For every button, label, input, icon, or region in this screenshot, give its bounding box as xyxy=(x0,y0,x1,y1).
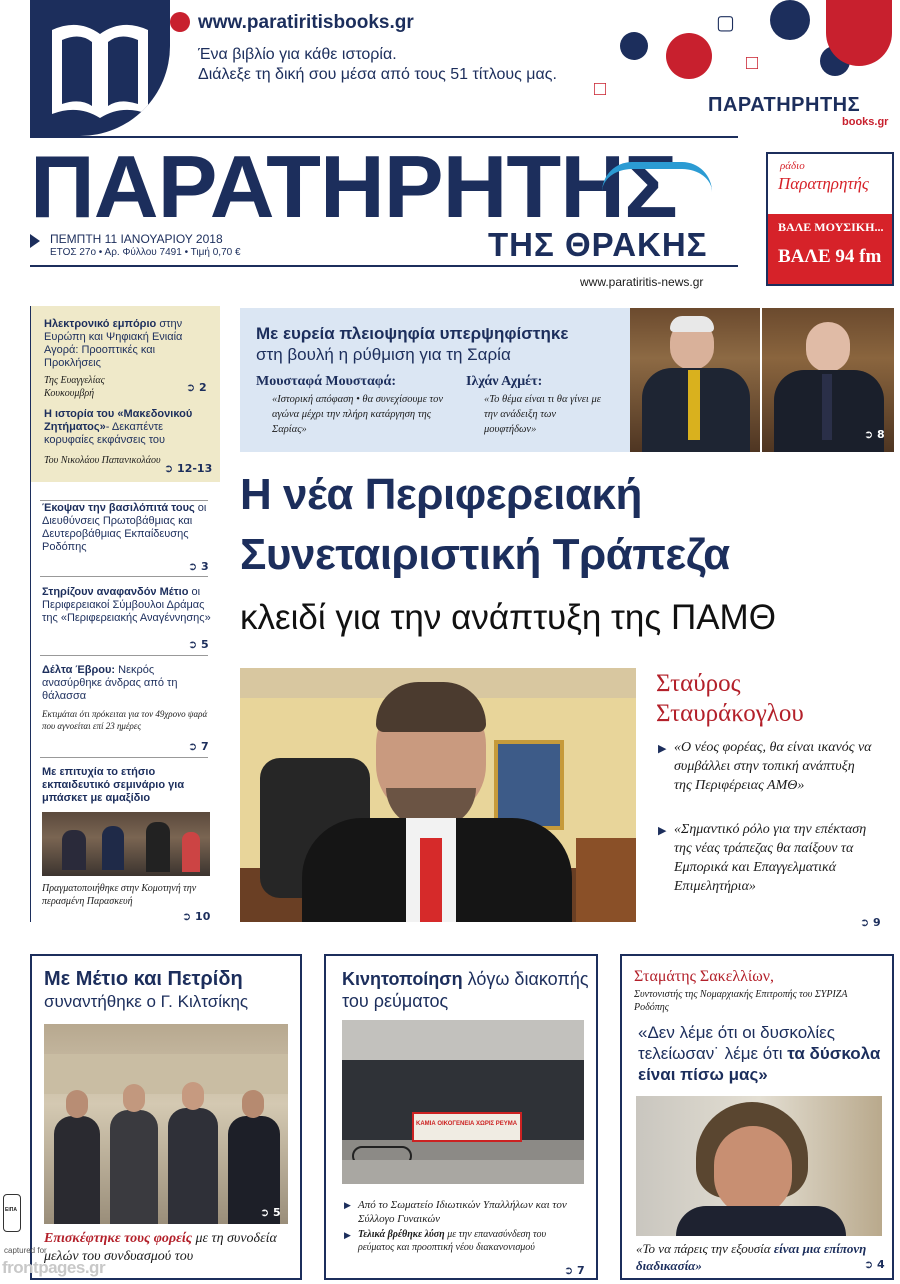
box1-caption-rest: με τη συνοδεία μελών του συνδυασμού του xyxy=(44,1231,277,1264)
interviewee-last-name: Σταυράκογλου xyxy=(656,700,804,727)
box3-name: Σταμάτης Σακελλίων, xyxy=(634,968,774,985)
radio-line1: ΒΑΛΕ ΜΟΥΣΙΚΗ... xyxy=(778,220,884,234)
bullet-icon: ▶ xyxy=(344,1230,351,1240)
bullet-icon: ▶ xyxy=(658,825,667,837)
basketball-photo[interactable] xyxy=(42,812,210,876)
box2-title-rest: λόγω διακοπής του ρεύματος xyxy=(342,969,589,1011)
website-link[interactable]: www.paratiritis-news.gr xyxy=(580,275,704,289)
book-icon xyxy=(826,0,892,66)
date-marker-icon xyxy=(30,234,40,248)
teaser-text: οι Περιφερειακοί Σύμβουλοι Δράμας της «Περιφερειακής Αναγέννησης» xyxy=(42,586,211,624)
box3-caption xyxy=(636,1240,872,1274)
credit-small: captured for xyxy=(4,1246,47,1255)
sakellion-box[interactable] xyxy=(620,954,894,1280)
box2-bullet2-bold: Τελικά βρέθηκε λύση xyxy=(358,1229,445,1240)
kiltsikis-box[interactable] xyxy=(30,954,302,1280)
teaser-title: Στηρίζουν αναφανδόν Μέτιο xyxy=(42,586,189,598)
stavrakoglou-photo[interactable] xyxy=(240,668,636,922)
teaser-ecommerce[interactable] xyxy=(44,318,214,370)
teaser-text: Νεκρός ανασύρθηκε άνδρας από τη θάλασσα xyxy=(42,664,178,702)
ad-line2: Διάλεξε τη δική σου μέσα από τους 51 τίτλους μας. xyxy=(198,66,557,83)
ad-url[interactable]: www.paratiritisbooks.gr xyxy=(198,12,414,33)
left-column-border xyxy=(30,306,31,922)
box3-role: Συντονιστής της Νομαρχιακής Επιτροπής του ΣΥΡΙΖΑ Ροδόπης xyxy=(634,989,848,1013)
main-headline-line1[interactable]: Η νέα Περιφερειακή xyxy=(240,470,642,519)
teaser-macedonia[interactable] xyxy=(44,408,216,447)
box3-quote xyxy=(638,1022,884,1085)
mustafa-photo[interactable] xyxy=(630,308,760,452)
page-ref-10[interactable]: ➲ 10 xyxy=(182,910,211,923)
ad-brand-sub: books.gr xyxy=(842,116,889,128)
top-story-headline-bold: Με ευρεία πλειοψηφία υπερψηφίστηκε xyxy=(256,324,569,343)
page-ref-3[interactable]: ➲ 3 xyxy=(188,560,209,573)
main-subhead: κλειδί για την ανάπτυξη της ΠΑΜΘ xyxy=(240,598,776,637)
page-ref-7b[interactable]: ➲ 7 xyxy=(564,1264,585,1277)
quote2-name: Ιλχάν Αχμέτ: xyxy=(466,374,543,389)
page-ref-4[interactable]: ➲ 4 xyxy=(864,1258,885,1271)
radio-name: Παρατηρητής xyxy=(778,174,869,193)
power-protest-box[interactable] xyxy=(324,954,598,1280)
teaser-title: Έκοψαν την βασιλόπιτά τους xyxy=(42,502,195,514)
page-ref-7[interactable]: ➲ 7 xyxy=(188,740,209,753)
teaser-title: Δέλτα Έβρου: xyxy=(42,664,116,676)
teaser-text: στην Ευρώπη και Ψηφιακή Ενιαία Αγορά: Προοπτικές και Προκλήσεις xyxy=(44,318,183,369)
box2-title-bold: Κινητοποίηση xyxy=(342,969,463,989)
issue-date: ΠΕΜΠΤΗ 11 ΙΑΝΟΥΑΡΙΟΥ 2018 xyxy=(50,232,223,246)
ad-brand: ΠΑΡΑΤΗΡΗΤΗΣ xyxy=(708,94,861,116)
teaser-basketball[interactable] xyxy=(42,766,212,805)
protest-photo[interactable] xyxy=(342,1020,584,1184)
quote1-text: «Ιστορική απόφαση • θα συνεχίσουμε τον αγώνα μέχρι την πλήρη κατάργηση της Σαρίας» xyxy=(272,394,443,435)
interviewee-first-name: Σταύρος xyxy=(656,670,741,697)
box3-caption-b: είναι μια επίπονη διαδικασία» xyxy=(636,1241,867,1273)
issue-info: ΕΤΟΣ 27ο • Αρ. Φύλλου 7491 • Τιμή 0,70 € xyxy=(50,247,241,258)
box3-quote-a: «Δεν λέμε ότι οι δυσκολίες τελείωσαν˙ λέμε ότι xyxy=(638,1023,835,1063)
box1-subtitle: συναντήθηκε ο Γ. Κιλτσίκης xyxy=(44,992,249,1011)
masthead-arc-icon xyxy=(602,162,712,192)
left-divider xyxy=(40,757,208,758)
book-icon xyxy=(620,32,648,60)
box2-bullet2-rest: με την επανασύνδεση του ρεύματος και προοπτική νέου διακανονισμού xyxy=(358,1229,547,1253)
page-ref-5b[interactable]: ➲ 5 xyxy=(260,1206,281,1219)
eipa-label: ΕΙΠΑ xyxy=(5,1207,17,1213)
book-icon: □ xyxy=(594,78,607,100)
teaser-text: - Δεκαπέντε κορυφαίες εκφάνσεις του xyxy=(44,421,166,446)
book-icon xyxy=(770,0,810,40)
page-ref-9[interactable]: ➲ 9 xyxy=(860,916,881,929)
box3-caption-a: «Το να πάρεις την εξουσία xyxy=(636,1241,771,1256)
masthead-subtitle: ΤΗΣ ΘΡΑΚΗΣ xyxy=(488,226,708,263)
box1-title: Με Μέτιο και Πετρίδη xyxy=(44,968,243,990)
main-bullet-1: «Ο νέος φορέας, θα είναι ικανός να συμβάλλει στην τοπική ανάπτυξη της Περιφέρειας ΑΜΘ» xyxy=(674,740,872,793)
book-logo-icon xyxy=(30,0,170,136)
globe-icon xyxy=(170,12,190,32)
ad-banner[interactable] xyxy=(30,0,892,136)
teaser-text: οι Διευθύνσεις Πρωτοβάθμιας και Δευτεροβάθμιας Εκπαίδευσης Ροδόπης xyxy=(42,502,207,553)
top-story-headline-rest: στη βουλή η ρύθμιση για τη Σαρία xyxy=(256,345,511,364)
eipa-badge xyxy=(3,1194,21,1232)
teaser-vasilopita[interactable] xyxy=(42,502,212,554)
left-divider xyxy=(40,500,208,501)
box2-bullet2 xyxy=(358,1228,576,1254)
teaser-caption: Πραγματοποιήθηκε στην Κομοτηνή την περασμένη Παρασκευή xyxy=(42,883,197,907)
radio-line2: ΒΑΛΕ 94 fm xyxy=(778,246,882,267)
quote1-name: Μουσταφά Μουσταφά: xyxy=(256,374,396,389)
teaser-note: Εκτιμάται ότι πρόκειται για τον 49χρονο ψαρά που αγνοείται επί 23 ημέρες xyxy=(42,709,208,731)
box2-bullet1: Από το Σωματείο Ιδιωτικών Υπαλλήλων και τον Σύλλογο Γυναικών xyxy=(358,1199,567,1225)
box1-caption-bold: Επισκέφτηκε τους φορείς xyxy=(44,1231,193,1246)
sakellion-photo[interactable] xyxy=(636,1096,882,1236)
teaser-author: Του Νικολάου Παπανικολάου xyxy=(44,455,161,466)
ad-line1: Ένα βιβλίο για κάθε ιστορία. xyxy=(198,46,397,63)
main-bullet-2: «Σημαντικό ρόλο για την επέκταση της νέας τράπεζας θα παίξουν τα Εμπορικά και Επαγγελματικά Επιμελητήρια» xyxy=(674,822,867,894)
masthead xyxy=(30,137,742,292)
kiltsikis-photo[interactable] xyxy=(44,1024,288,1224)
book-icon xyxy=(666,33,712,79)
main-headline-line2[interactable]: Συνεταιριστική Τράπεζα xyxy=(240,530,730,579)
quote2-text: «Το θέμα είναι τι θα γίνει με την ανάδειξη των μουφτήδων» xyxy=(484,394,601,435)
box2-title xyxy=(342,968,592,1012)
teaser-author: Της Ευαγγελίας Κουκουμβρή xyxy=(44,375,105,399)
page-ref-8[interactable]: ➲ 8 xyxy=(864,428,885,441)
page-ref-12-13[interactable]: ➲ 12-13 xyxy=(164,462,213,475)
teaser-evros[interactable] xyxy=(42,664,192,703)
protest-banner: ΚΑΜΙΑ ΟΙΚΟΓΕΝΕΙΑ ΧΩΡΙΣ ΡΕΥΜΑ xyxy=(416,1121,518,1127)
left-divider xyxy=(40,576,208,577)
bullet-icon: ▶ xyxy=(658,743,667,755)
teaser-title: Ηλεκτρονικό εμπόριο xyxy=(44,318,157,330)
bullet-icon: ▶ xyxy=(344,1200,351,1210)
teaser-metio[interactable] xyxy=(42,586,212,625)
teaser-title: Η ιστορία του «Μακεδονικού Ζητήματος» xyxy=(44,408,193,433)
credit-watermark[interactable]: frontpages.gr xyxy=(2,1258,106,1277)
teaser-title: Με επιτυχία το ετήσιο εκπαιδευτικό σεμινάριο για μπάσκετ με αμαξίδιο xyxy=(42,766,185,804)
book-icon: □ xyxy=(746,52,759,74)
masthead-title: ΠΑΡΑΤΗΡΗΤΗΣ xyxy=(30,137,677,236)
book-icon: ▢ xyxy=(716,12,735,34)
radio-top: ράδιο xyxy=(780,160,805,172)
radio-ad[interactable] xyxy=(766,152,894,286)
page-ref-5[interactable]: ➲ 5 xyxy=(188,638,209,651)
page-ref-2[interactable]: ➲ 2 xyxy=(186,381,207,394)
box3-quote-b: τα δύσκολα είναι πίσω μας» xyxy=(638,1044,881,1084)
left-divider xyxy=(40,655,208,656)
masthead-rule xyxy=(30,265,738,267)
